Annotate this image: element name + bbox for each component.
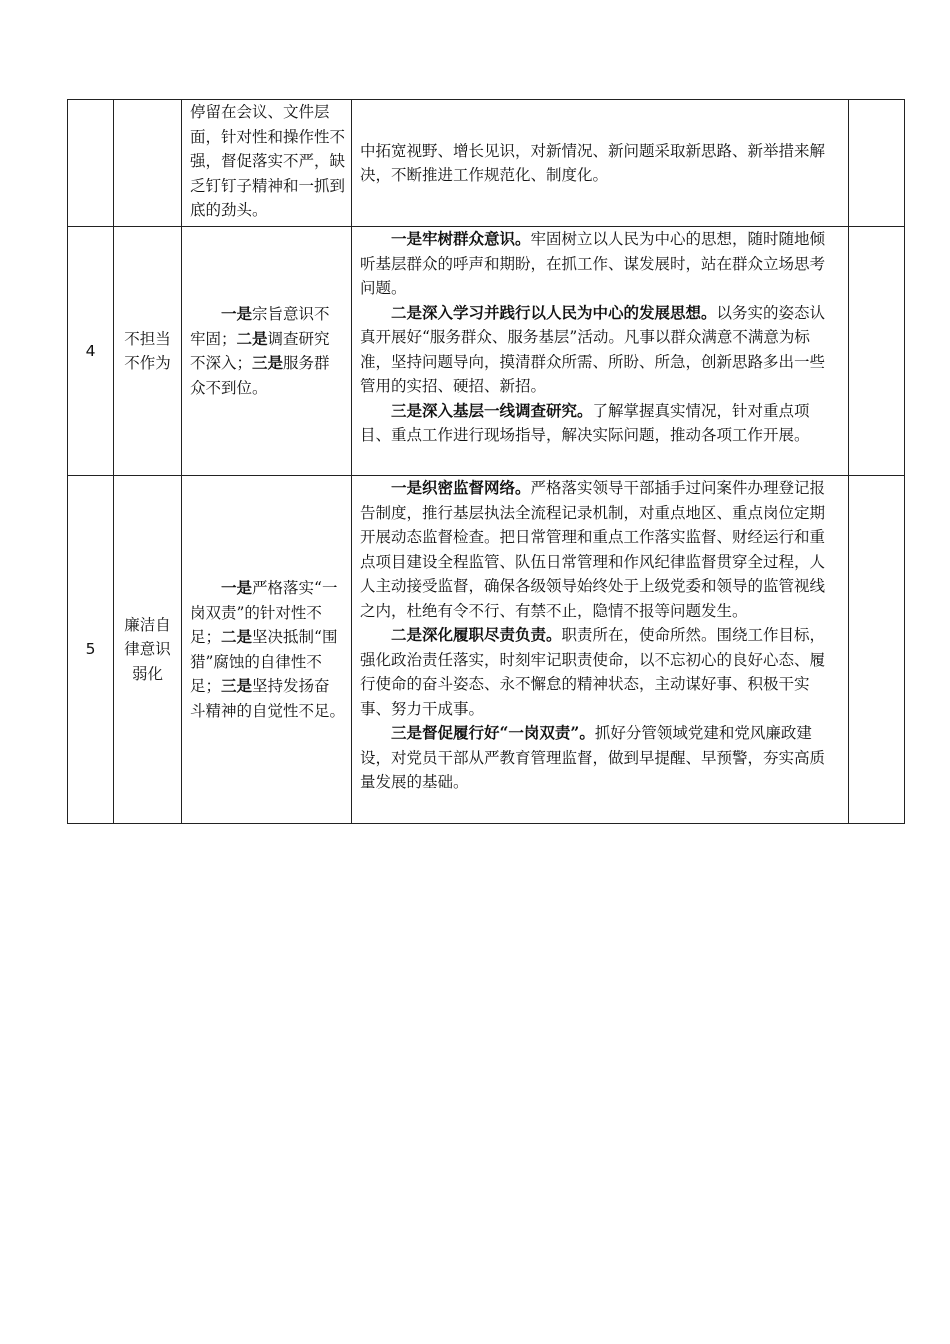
measure-cell [352,227,849,476]
problem-point-text: 调查研究不深入； [190,329,330,372]
measure-text: 了解掌握真实情况，针对重点项目、重点工作进行现场指导，解决实际问题，推动各项工作开展。 [360,401,810,444]
measure-heading: 三是深入基层一线调查研究。 [391,400,593,420]
problem-cell [182,100,352,227]
measure-text: 以务实的姿态认真开展好“服务群众、服务基层”活动。凡事以群众满意不满意为标准，坚持问题导向，摸清群众所需、所盼、所急，创新思路多出一些管用的实招、硬招、新招。 [360,303,826,395]
row-number-cell: 4 [68,227,114,476]
measure-paragraph [360,476,840,623]
rectification-table [67,99,905,824]
measure-heading: 二是深化履职尽责负责。 [391,625,562,644]
problem-point-text: 坚持发扬奋斗精神的自觉性不足。 [190,677,346,720]
problem-point-label: 二是 [236,328,268,348]
measure-heading: 二是深入学习并践行以人民为中心的发展思想。 [391,302,717,322]
problem-point-text: 坚决抵制“围猎”腐蚀的自律性不足； [190,628,338,695]
measure-text: 抓好分管领域党建和党风廉政建设，对党员干部从严教育管理监督，做到早提醒、早预警，夯实高质量发展的基础。 [360,724,826,791]
remark-cell [849,227,905,476]
problem-cell [182,476,352,824]
measure-paragraph [360,623,840,721]
problem-text: 停留在会议、文件层面，针对性和操作性不强，督促落实不严，缺乏钉钉子精神和一抓到底的劲头。 [190,103,346,219]
problem-point-label: 一是 [221,304,253,323]
remark-cell [849,476,905,824]
measure-text: 职责所在，使命所然。围绕工作目标，强化政治责任落实，时刻牢记职责使命，以不忘初心的良好心态、履行使命的奋斗姿态、永不懈怠的精神状态，主动谋好事、积极干实事、努力干成事。 [360,626,826,718]
problem-point-label: 一是 [221,578,253,597]
problem-text [190,302,345,400]
problem-point-text: 服务群众不到位。 [190,354,330,397]
measure-text: 牢固树立以人民为中心的思想，随时随地倾听基层群众的呼声和期盼，在抓工作、谋发展时，站在群众立场思考问题。 [360,230,826,297]
measure-paragraph [360,227,840,301]
measure-heading: 一是牢树群众意识。 [391,229,531,248]
measure-text: 中拓宽视野、增长见识，对新情况、新问题采取新思路、新举措来解决，不断推进工作规范化、制度化。 [360,141,826,184]
problem-text [190,576,345,723]
measure-text: 严格落实领导干部插手过问案件办理登记报告制度，推行基层执法全流程记录机制，对重点地区、重点岗位定期开展动态监督检查。把日常管理和重点工作落实监督、财经运行和重点项目建设全程监管、队伍日常管理和作风纪律监督贯穿全过程，人人主动接受监督，确保各级领导始终处于上级党委和领导的监管视线之内，杜绝有令不行、有禁不止，隐情不报等问题发生。 [360,479,826,620]
measure-paragraph [360,399,840,448]
category-cell: 不担当不作为 [114,227,182,476]
row-number-cell [68,100,114,227]
problem-point-text: 宗旨意识不牢固； [190,305,330,348]
table-row-5 [68,476,905,824]
table-row-4 [68,227,905,476]
category-cell: 廉洁自律意识弱化 [114,476,182,824]
problem-point-label: 二是 [221,627,253,646]
category-cell [114,100,182,227]
measure-heading: 一是织密监督网络。 [391,478,531,497]
measure-paragraph [360,301,840,399]
problem-point-label: 三是 [221,676,253,695]
measure-paragraph [360,721,840,795]
measure-cell [352,476,849,824]
problem-point-text: 严格落实“一岗双责”的针对性不足； [190,579,338,646]
problem-point-label: 三是 [252,353,284,372]
remark-cell [849,100,905,227]
row-number-cell: 5 [68,476,114,824]
problem-cell [182,227,352,476]
measure-cell [352,100,849,227]
table-row-continuation [68,100,905,227]
measure-heading: 三是督促履行好“一岗双责”。 [391,723,595,742]
